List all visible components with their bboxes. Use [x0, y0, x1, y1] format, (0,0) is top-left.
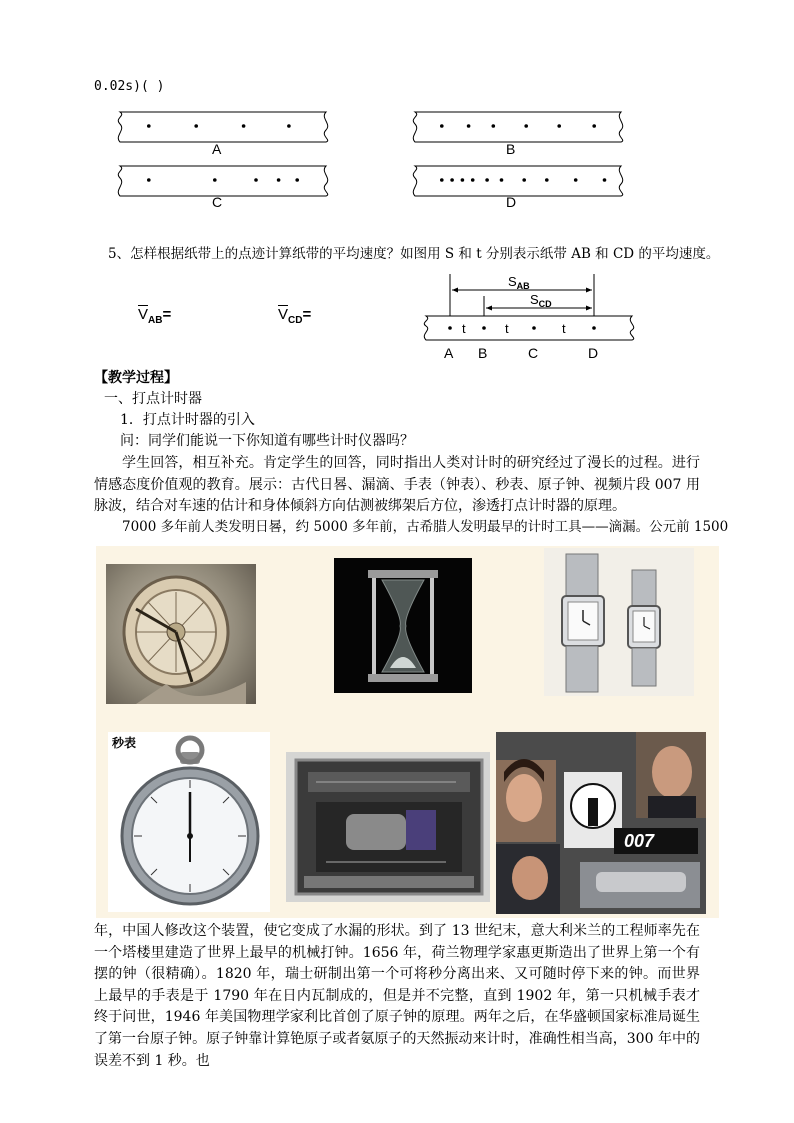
vab-formula — [138, 305, 171, 326]
point-c-dot — [532, 326, 536, 330]
point-a-label: A — [444, 345, 454, 361]
point-b-dot — [482, 326, 486, 330]
point-c-label: C — [528, 345, 539, 361]
tape-c-dot-3 — [254, 178, 258, 182]
sundial-image — [106, 564, 256, 704]
measure-diagram — [418, 268, 638, 364]
tape-c-dot-2 — [213, 178, 217, 182]
question-5: 5、怎样根据纸带上的点迹计算纸带的平均速度？如图用 S 和 t 分别表示纸带 AB 和 CD 的平均速度。 — [108, 246, 720, 262]
paragraph-1: 学生回答，相互补充。肯定学生的回答，同时指出人类对计时的研究经过了漫长的过程。进行情感态度价值观的教育。展示：古代日晷、漏滴、手表（钟表）、秒表、原子钟、视频片段 007 用脉波，结合对车速的估计和身体倾斜方向估测被绑架后方位，渗透打点计时器的原理。 — [94, 455, 700, 514]
tape-d-dot-4 — [471, 178, 475, 182]
hourglass-image — [334, 558, 472, 693]
vcd-subscript: CD — [288, 315, 303, 326]
tape-b-dot-3 — [492, 124, 496, 128]
tape-b-dot-2 — [467, 124, 471, 128]
paragraph-2: 7000 多年前人类发明日晷，约 5000 多年前，古希腊人发明最早的计时工具——滴漏。公元前 1500 — [122, 519, 729, 535]
tape-b — [403, 106, 633, 150]
paragraph-3: 年，中国人修改这个装置，使它变成了水漏的形状。到了 13 世纪末，意大利米兰的工程师率先在一个塔楼里建造了世界上最早的机械打钟。1656 年，荷兰物理学家惠更斯造出了世界上第一个有摆的钟（很精确）。1820 年，瑞士研制出第一个可将秒分离出来、又可随时停下来的钟。而世界上最早的手表是于 1790 年在日内瓦制成的，但是并不完整，直到 1902 年，第一只机械手表才终于问世，1946 年美国物理学家利比首创了原子钟的原理。两年之后，在华盛顿国家标准局诞生了第一台原子钟。原子钟靠计算铯原子或者氨原子的天然振动来计时，准确性相当高，300 年中的误差不到 1 秒。也 — [94, 923, 700, 1069]
t-label-1: t — [462, 321, 466, 336]
vcd-equals: = — [302, 306, 312, 323]
tape-c-label: C — [212, 194, 223, 210]
tape-a-label: A — [212, 141, 222, 157]
tape-a-dot-3 — [242, 124, 246, 128]
tape-c-dot-5 — [295, 178, 299, 182]
tape-c-dot-4 — [277, 178, 281, 182]
point-b-label: B — [478, 345, 488, 361]
tape-d-dot-6 — [500, 178, 504, 182]
tape-d-dot-3 — [461, 178, 465, 182]
stopwatch-image — [108, 732, 270, 912]
tape-d — [403, 160, 633, 204]
tape-a — [108, 106, 338, 150]
tape-b-dot-5 — [557, 124, 561, 128]
subheading-intro: 1．打点计时器的引入 — [120, 412, 255, 428]
tape-a-dot-1 — [147, 124, 151, 128]
tape-d-label: D — [506, 194, 517, 210]
point-d-dot — [592, 326, 596, 330]
tape-c-dot-1 — [147, 178, 151, 182]
bond-007-logo: 007 — [624, 831, 655, 851]
wristwatch-image — [544, 548, 694, 696]
vcd-symbol: V — [278, 306, 289, 323]
vcd-formula — [278, 305, 311, 326]
tape-b-dot-1 — [440, 124, 444, 128]
tape-b-dot-6 — [592, 124, 596, 128]
t-label-3: t — [562, 321, 566, 336]
scd-label: $S_{CD}$ — [530, 292, 552, 309]
question-tail: 0.02s)( ) — [94, 79, 165, 94]
subheading-timer: 一、打点计时器 — [104, 391, 202, 407]
tape-d-dot-7 — [522, 178, 526, 182]
stopwatch-caption: 秒表 — [112, 736, 137, 750]
atomic-clock-image — [286, 752, 490, 902]
point-d-label: D — [588, 345, 599, 361]
timekeeping-photo-collage — [96, 546, 719, 918]
tape-a-dot-2 — [194, 124, 198, 128]
tape-d-dot-9 — [574, 178, 578, 182]
tape-d-dot-1 — [440, 178, 444, 182]
sab-label: $S_{AB}$ — [508, 274, 530, 291]
tape-c — [108, 160, 338, 204]
vab-symbol: V — [138, 306, 149, 323]
point-a-dot — [448, 326, 452, 330]
tape-d-dot-2 — [450, 178, 454, 182]
question-text: 问：同学们能说一下你知道有哪些计时仪器吗？ — [120, 433, 414, 449]
vab-subscript: AB — [148, 315, 163, 326]
tape-d-dot-8 — [545, 178, 549, 182]
section-heading: 【教学过程】 — [94, 370, 178, 386]
bond-film-collage-image — [496, 732, 706, 914]
tape-b-dot-4 — [524, 124, 528, 128]
tape-d-dot-5 — [485, 178, 489, 182]
tape-d-dot-10 — [603, 178, 607, 182]
tape-b-label: B — [506, 141, 516, 157]
t-label-2: t — [505, 321, 509, 336]
tape-a-dot-4 — [287, 124, 291, 128]
vab-equals: = — [162, 306, 172, 323]
